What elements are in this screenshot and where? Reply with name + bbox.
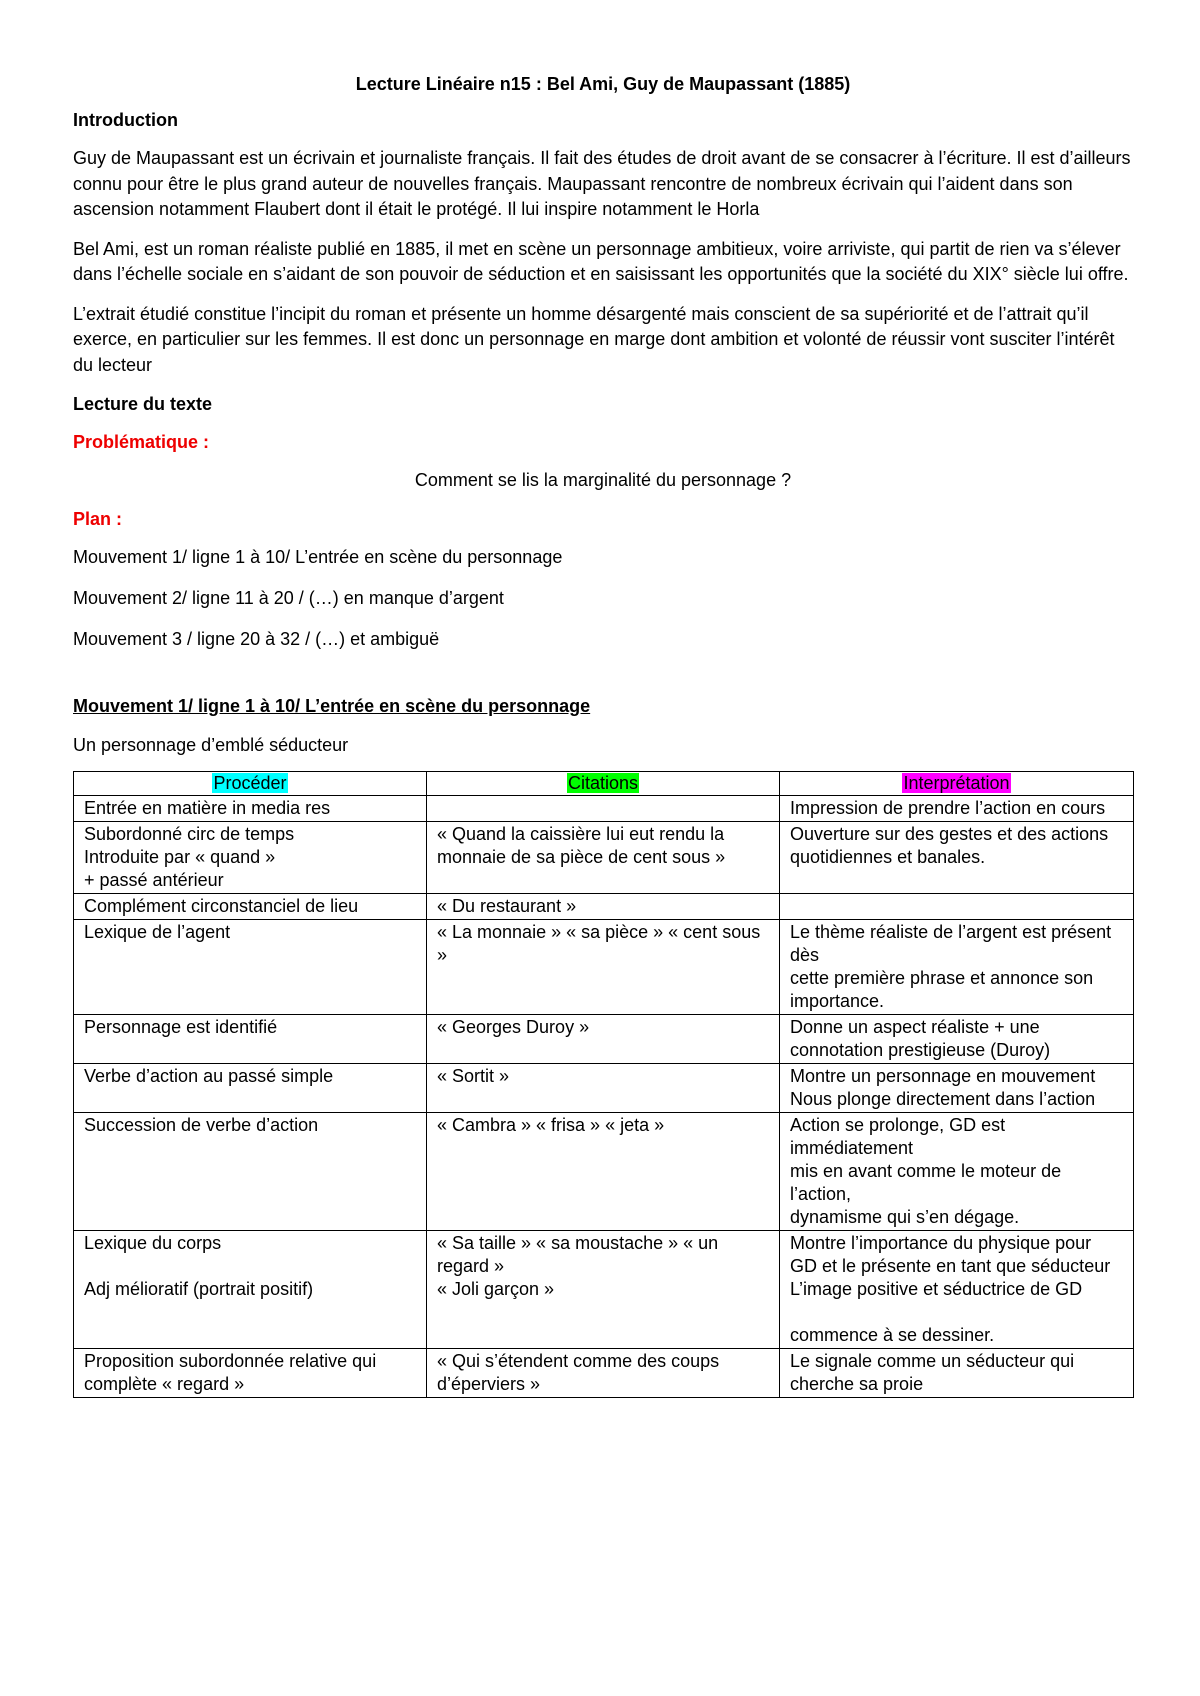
cell-text: « Cambra » « frisa » « jeta » (437, 1115, 665, 1135)
cell-text: Succession de verbe d’action (84, 1115, 319, 1135)
table-row (74, 1349, 1134, 1398)
cell-text: « Qui s’étendent comme des coups d’éperviers » (437, 1351, 720, 1394)
plan-item-1: Mouvement 1/ ligne 1 à 10/ L’entrée en scène du personnage (73, 547, 563, 567)
cell-text: Impression de prendre l’action en cours (790, 798, 1106, 818)
table-row (74, 1113, 1134, 1231)
table-row (74, 1064, 1134, 1113)
table-cell-interpretation (780, 1349, 1134, 1398)
intro-heading: Introduction (73, 110, 178, 130)
cell-text: importance. (790, 991, 885, 1011)
table-cell-procede (74, 1015, 427, 1064)
cell-text: Le signale comme un séducteur qui cherche sa proie (790, 1351, 1075, 1394)
cell-text: Verbe d’action au passé simple (84, 1066, 334, 1086)
document-page (73, 72, 1133, 1398)
plan-label: Plan : (73, 509, 123, 529)
table-cell-citations (427, 920, 780, 1015)
reading-heading: Lecture du texte (73, 394, 213, 414)
cell-text: « Georges Duroy » (437, 1017, 590, 1037)
header-procede (74, 772, 427, 796)
cell-text: Lexique du corps (84, 1233, 222, 1253)
table-cell-procede (74, 1231, 427, 1349)
table-cell-interpretation (780, 1015, 1134, 1064)
table-row (74, 796, 1134, 822)
cell-text: « Joli garçon » (437, 1279, 555, 1299)
cell-text: Introduite par « quand » (84, 847, 276, 867)
table-row (74, 1015, 1134, 1064)
table-cell-procede (74, 1113, 427, 1231)
analysis-table (73, 771, 1134, 1398)
cell-blank-line (84, 1255, 416, 1278)
table-cell-interpretation (780, 796, 1134, 822)
document-title: Lecture Linéaire n15 : Bel Ami, Guy de Maupassant (1885) (355, 74, 851, 94)
table-cell-interpretation (780, 1064, 1134, 1113)
table-cell-citations (427, 894, 780, 920)
intro-paragraph-3: L’extrait étudié constitue l’incipit du roman et présente un homme désargenté mais conscient de sa supériorité et de l’attrait qu’il exerce, en particulier sur les femmes. Il est donc un personnage en marge dont ambition et volonté de réussir vont susciter l’intérêt du lecteur (73, 303, 1115, 375)
header-procede-label: Procéder (213, 773, 287, 793)
table-row (74, 920, 1134, 1015)
header-citations-label: Citations (567, 773, 639, 793)
table-cell-citations (427, 822, 780, 894)
header-citations (427, 772, 780, 796)
table-cell-citations (427, 1349, 780, 1398)
cell-text: Action se prolonge, GD est immédiatement (790, 1115, 1006, 1158)
cell-text: Ouverture sur des gestes et des actions (790, 824, 1109, 844)
cell-text: Complément circonstanciel de lieu (84, 896, 359, 916)
intro-paragraph-1: Guy de Maupassant est un écrivain et journaliste français. Il fait des études de droit avant de se consacrer à l’écriture. Il est d’ailleurs connu pour être le plus grand auteur de nouvelles français. Maupassant rencontre de nombreux écrivain qui l’aident dans son ascension notamment Flaubert dont il était le protégé. Il lui inspire notamment le Horla (73, 148, 1131, 219)
cell-text: Personnage est identifié (84, 1017, 278, 1037)
section-spacer (73, 668, 1133, 694)
cell-text: quotidiennes et banales. (790, 847, 986, 867)
table-cell-procede (74, 1349, 427, 1398)
table-cell-interpretation (780, 1113, 1134, 1231)
table-cell-procede (74, 822, 427, 894)
cell-text: Montre un personnage en mouvement (790, 1066, 1096, 1086)
table-cell-procede (74, 920, 427, 1015)
cell-text: Subordonné circ de temps (84, 824, 295, 844)
cell-text: Entrée en matière in media res (84, 798, 331, 818)
plan-item-2: Mouvement 2/ ligne 11 à 20 / (…) en manque d’argent (73, 588, 504, 608)
cell-text: Lexique de l’agent (84, 922, 231, 942)
cell-blank-line (790, 1301, 1123, 1324)
table-cell-procede (74, 894, 427, 920)
table-cell-interpretation (780, 822, 1134, 894)
header-interpretation-label: Interprétation (903, 773, 1010, 793)
cell-text: Donne un aspect réaliste + une connotation prestigieuse (Duroy) (790, 1017, 1051, 1060)
cell-text: Adj mélioratif (portrait positif) (84, 1279, 314, 1299)
table-cell-citations (427, 1064, 780, 1113)
table-header-row (74, 772, 1134, 796)
cell-text: « Sortit » (437, 1066, 510, 1086)
table-cell-citations (427, 1231, 780, 1349)
cell-text: Nous plonge directement dans l’action (790, 1089, 1096, 1109)
table-row (74, 1231, 1134, 1349)
problematique-text: Comment se lis la marginalité du personnage ? (414, 470, 792, 490)
problematique-label: Problématique : (73, 432, 210, 452)
cell-text: mis en avant comme le moteur de l’action, (790, 1161, 1062, 1204)
cell-text: « Du restaurant » (437, 896, 577, 916)
cell-text: L’image positive et séductrice de GD (790, 1279, 1083, 1299)
cell-text: « Sa taille » « sa moustache » « un regard » (437, 1233, 719, 1276)
header-interpretation (780, 772, 1134, 796)
cell-text: + passé antérieur (84, 870, 224, 890)
table-cell-citations (427, 796, 780, 822)
cell-text: dynamisme qui s’en dégage. (790, 1207, 1020, 1227)
table-cell-interpretation (780, 894, 1134, 920)
table-cell-citations (427, 1113, 780, 1231)
intro-paragraph-2: Bel Ami, est un roman réaliste publié en 1885, il met en scène un personnage ambitieux, voire arriviste, qui partit de rien va s’élever dans l’échelle sociale en s’aidant de son pouvoir de séduction et en saisissant les opportunités que la société du XIX° siècle lui offre. (73, 238, 1129, 284)
table-cell-interpretation (780, 920, 1134, 1015)
table-cell-citations (427, 1015, 780, 1064)
cell-text: Le thème réaliste de l’argent est présent dès (790, 922, 1112, 965)
cell-text: « La monnaie » « sa pièce » « cent sous » (437, 922, 761, 965)
table-row (74, 894, 1134, 920)
cell-text: commence à se dessiner. (790, 1325, 995, 1345)
cell-text: « Quand la caissière lui eut rendu la monnaie de sa pièce de cent sous » (437, 824, 726, 867)
cell-text: Proposition subordonnée relative qui complète « regard » (84, 1351, 377, 1394)
table-body (74, 796, 1134, 1398)
movement-1-title: Mouvement 1/ ligne 1 à 10/ L’entrée en scène du personnage (73, 696, 591, 716)
plan-item-3: Mouvement 3 / ligne 20 à 32 / (…) et ambiguë (73, 629, 440, 649)
cell-text: Montre l’importance du physique pour GD et le présente en tant que séducteur (790, 1233, 1111, 1276)
table-cell-procede (74, 796, 427, 822)
table-cell-interpretation (780, 1231, 1134, 1349)
cell-text: cette première phrase et annonce son (790, 968, 1094, 988)
table-row (74, 822, 1134, 894)
table-cell-procede (74, 1064, 427, 1113)
movement-1-subtitle: Un personnage d’emblé séducteur (73, 735, 349, 755)
